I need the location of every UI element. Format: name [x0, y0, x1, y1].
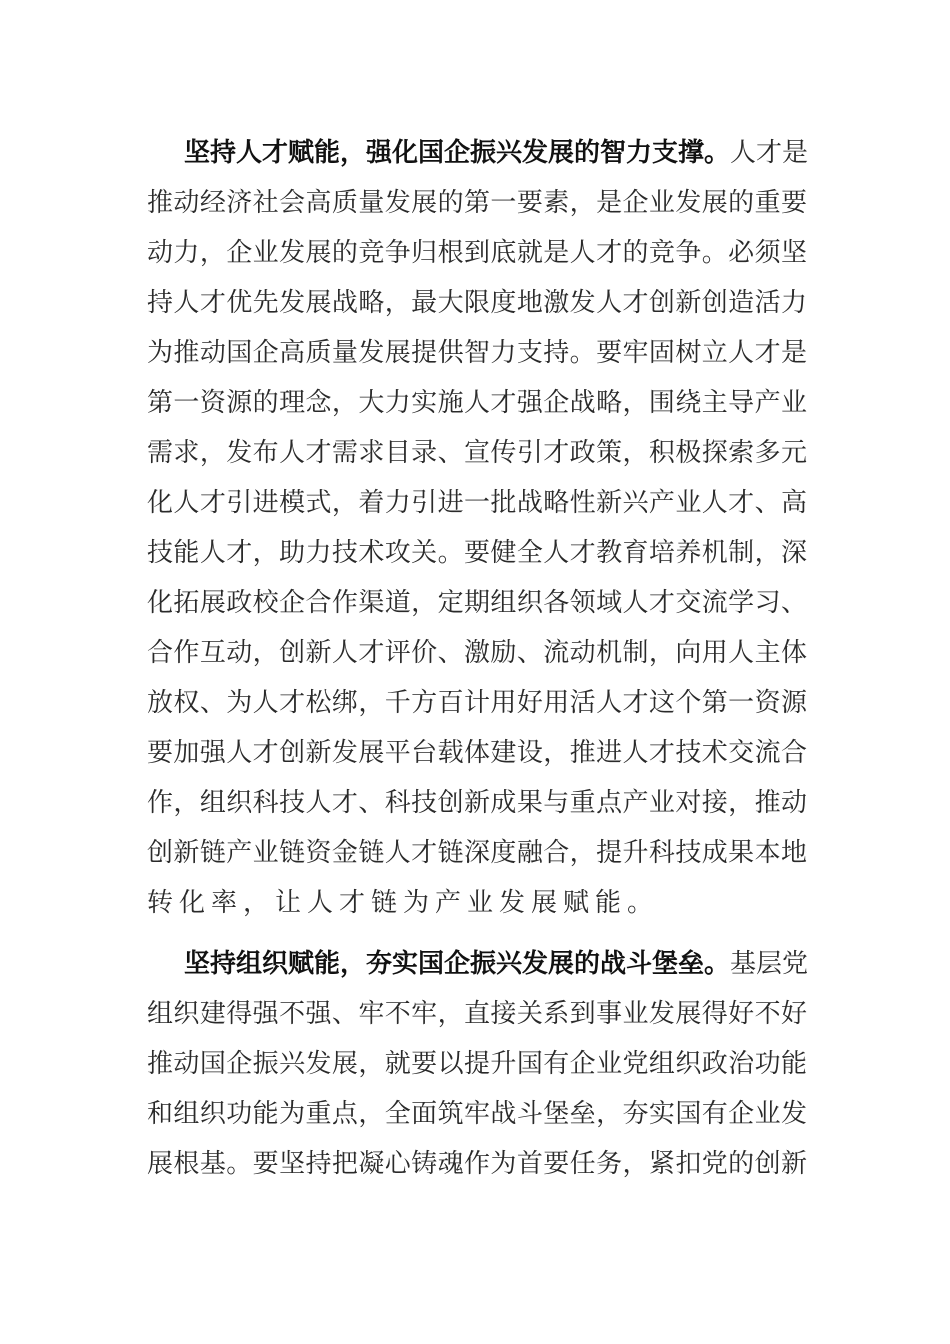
paragraph-1-line-2: 推动经济社会高质量发展的第一要素，是企业发展的重要 [147, 188, 807, 218]
paragraph-1-line-12: 放权、为人才松绑，千方百计用好用活人才这个第一资源 [147, 688, 807, 718]
paragraph-2-line-4: 和组织功能为重点，全面筑牢战斗堡垒，夯实国有企业发 [147, 1099, 807, 1129]
paragraph-1-heading: 坚持人才赋能，强化国企振兴发展的智力支撑。 [184, 138, 731, 168]
paragraph-1-line-16: 转化率，让人才链为产业发展赋能。 [147, 888, 660, 918]
paragraph-1-line-1 [184, 133, 807, 173]
paragraph-1-line-6: 第一资源的理念，大力实施人才强企战略，围绕主导产业 [147, 388, 807, 418]
paragraph-2-line-2: 组织建得强不强、牢不牢，直接关系到事业发展得好不好 [147, 999, 807, 1029]
paragraph-1-line-9: 技能人才，助力技术攻关。要健全人才教育培养机制，深 [147, 538, 807, 568]
paragraph-1-line-15: 创新链产业链资金链人才链深度融合，提升科技成果本地 [147, 838, 807, 868]
paragraph-2-line-3: 推动国企振兴发展，就要以提升国有企业党组织政治功能 [147, 1049, 807, 1079]
paragraph-1-line-4: 持人才优先发展战略，最大限度地激发人才创新创造活力 [147, 288, 807, 318]
paragraph-2-heading: 坚持组织赋能，夯实国企振兴发展的战斗堡垒。 [184, 949, 731, 979]
paragraph-1-line-14: 作，组织科技人才、科技创新成果与重点产业对接，推动 [147, 788, 807, 818]
paragraph-2-text: 基层党 [730, 949, 809, 979]
paragraph-1-line-3: 动力，企业发展的竞争归根到底就是人才的竞争。必须坚 [147, 238, 807, 268]
paragraph-1-text: 人才是 [730, 138, 809, 168]
paragraph-1-line-8: 化人才引进模式，着力引进一批战略性新兴产业人才、高 [147, 488, 807, 518]
paragraph-1-line-11: 合作互动，创新人才评价、激励、流动机制，向用人主体 [147, 638, 807, 668]
paragraph-1-line-5: 为推动国企高质量发展提供智力支持。要牢固树立人才是 [147, 338, 807, 368]
paragraph-2-line-1 [184, 944, 807, 984]
paragraph-1-line-10: 化拓展政校企合作渠道，定期组织各领域人才交流学习、 [147, 588, 807, 618]
paragraph-1-line-7: 需求，发布人才需求目录、宣传引才政策，积极探索多元 [147, 438, 807, 468]
paragraph-1-line-13: 要加强人才创新发展平台载体建设，推进人才技术交流合 [147, 738, 807, 768]
paragraph-2-line-5: 展根基。要坚持把凝心铸魂作为首要任务，紧扣党的创新 [147, 1149, 807, 1179]
